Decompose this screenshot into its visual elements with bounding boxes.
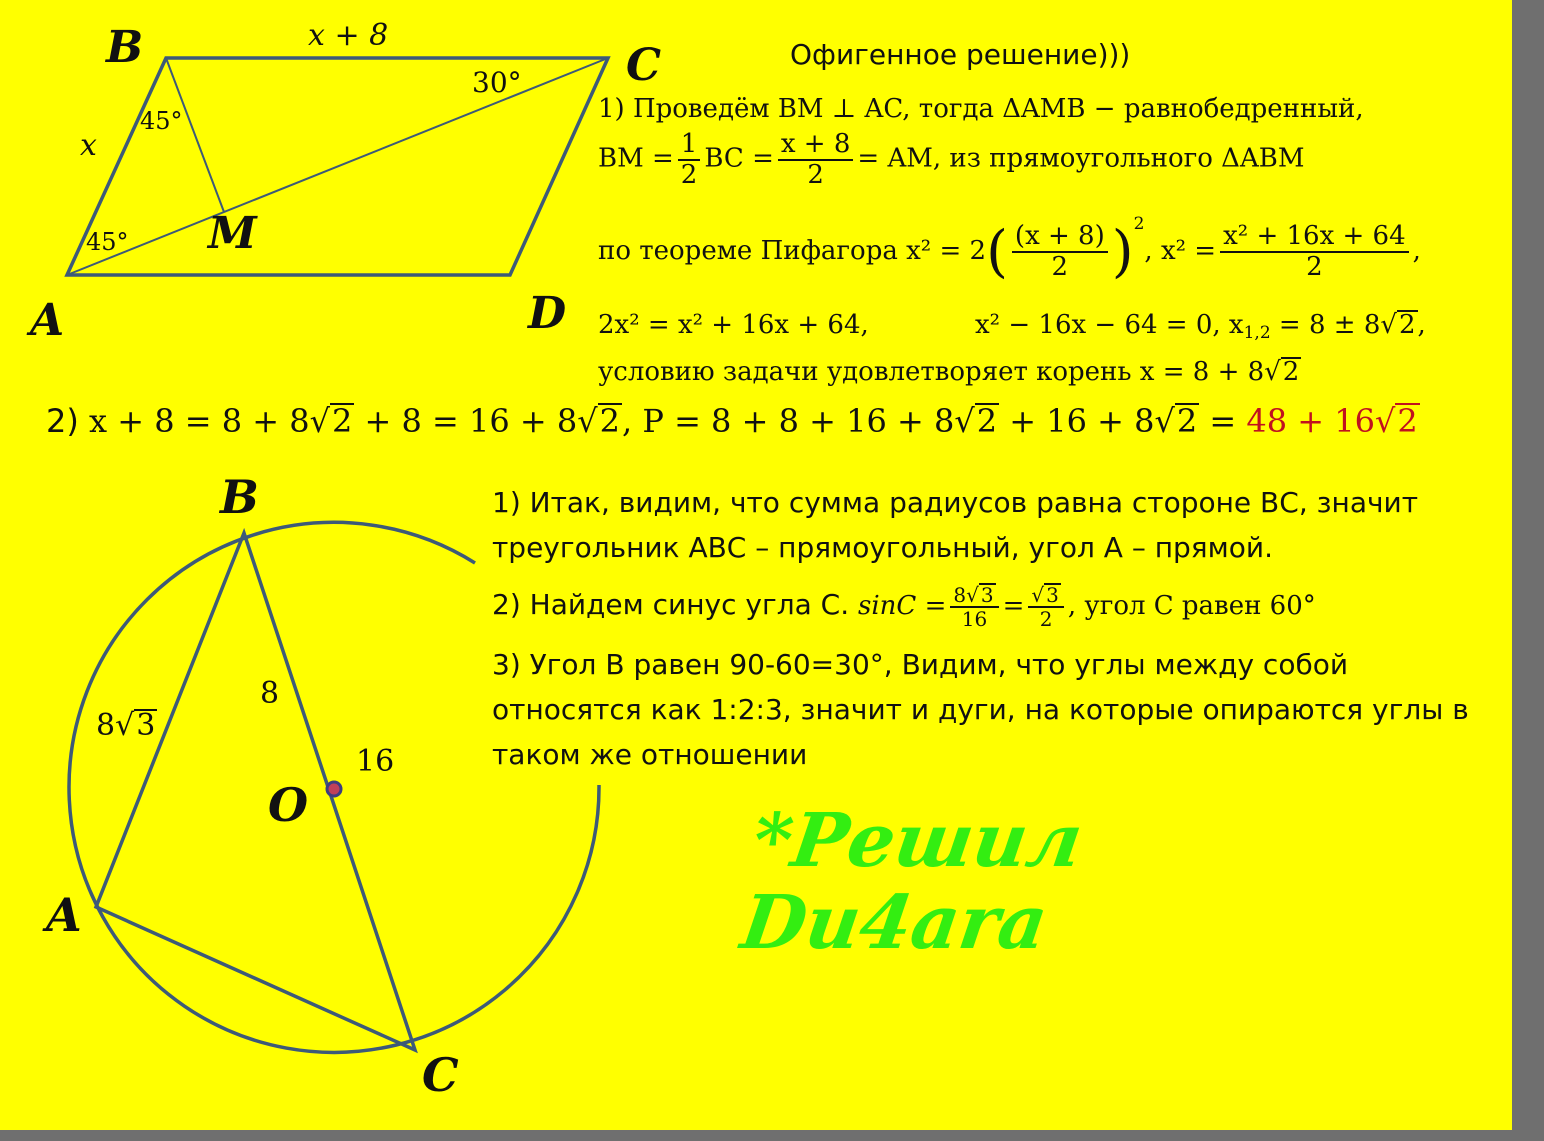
- fraction-root3-over-2: $\frac{√ 3}{2}$: [1028, 583, 1063, 630]
- center-point-o: [327, 782, 341, 796]
- solution3-item2: 2) Найдем синус угла С. sinC = $\frac{8√ 3}{16}$ = $\frac{√ 3}{2}$ , угол С равен 60°: [492, 582, 1316, 631]
- side-ab-label: x: [80, 128, 97, 163]
- line2-mid: BC =: [704, 143, 774, 174]
- line2-tail: = AM, из прямоугольного ΔABM: [857, 143, 1305, 174]
- solution1-line1: 1) Проведём BM ⊥ AC, тогда ΔAMB − равнобедренный,: [598, 94, 1364, 124]
- line2-lead: BM =: [598, 143, 674, 174]
- fraction-paren: $\frac{(x + 8)}{2}$: [1012, 222, 1108, 281]
- angle-c-label: 30°: [472, 66, 522, 99]
- solution1-line3: [598, 214, 1421, 285]
- vertex-label-b-bottom: B: [220, 470, 259, 524]
- solution1-line4b: x² − 16x − 64 = 0, $x_{1,2} = 8 \pm 8√2$,: [975, 310, 1426, 343]
- solution-title: Офигенное решение))): [790, 38, 1131, 71]
- solution2-line: 2) x + 8 = 8 + 8√2 + 8 = 16 + 8√2, P = 8 + 8 + 16 + 8√2 + 16 + 8√2 = 48 + 16√2: [46, 402, 1418, 440]
- signature: *Решил Du4ara: [736, 798, 1088, 966]
- segment-bo-length: 8: [260, 676, 280, 711]
- vertex-label-a-bottom: A: [46, 888, 82, 942]
- fraction-quadratic: $\frac{\text{x² + 16x + 64}}{2}$: [1220, 222, 1409, 281]
- paren-close: ): [1111, 219, 1134, 285]
- segment-bm: [166, 58, 224, 212]
- side-ab-length: 8√3: [96, 708, 156, 743]
- fraction-8root3-over-16: $\frac{8√ 3}{16}$: [950, 583, 998, 630]
- fraction-one-half: $\frac{1}{2}$: [678, 130, 701, 189]
- solution3-item1: 1) Итак, видим, что сумма радиусов равна стороне ВС, значит треугольник АВС – прямоугольный, угол А – прямой.: [492, 486, 1419, 564]
- side-bc-label: x + 8: [308, 18, 389, 53]
- solution1-line4a: 2x² = x² + 16x + 64,: [598, 310, 869, 340]
- vertex-label-c-bottom: C: [422, 1048, 459, 1102]
- vertex-label-a-top: A: [30, 295, 65, 346]
- answer-value: 48 + 16√2: [1246, 402, 1418, 440]
- line3-lead: по теореме Пифагора x² = 2: [598, 236, 987, 266]
- angle-b-label: 45°: [140, 107, 183, 135]
- line3-tail: ,: [1412, 236, 1421, 266]
- fraction-x-plus-8-over-2: $\frac{x + 8}{2}$: [778, 130, 854, 189]
- diagonal-ac: [67, 58, 608, 275]
- vertex-label-d: D: [528, 288, 567, 339]
- paren-open: (: [986, 219, 1008, 285]
- exponent-two: 2: [1133, 214, 1145, 234]
- line3-mid: , x² =: [1144, 236, 1217, 266]
- angle-a-label: 45°: [86, 228, 129, 256]
- solution1-line2: [598, 130, 1304, 189]
- solution3-item3: 3) Угол В равен 90-60=30°, Видим, что углы между собой относятся как 1:2:3, значит и дуги, на которые опираются углы в таком же отношении: [492, 648, 1469, 771]
- vertex-label-c-top: C: [626, 40, 662, 91]
- center-label-o: O: [268, 778, 309, 832]
- solution1-line5: условию задачи удовлетворяет корень x = 8 + 8√2: [598, 357, 1300, 387]
- vertex-label-b-top: B: [106, 22, 144, 73]
- vertex-label-m: M: [208, 208, 257, 259]
- segment-oc-length: 16: [356, 744, 395, 779]
